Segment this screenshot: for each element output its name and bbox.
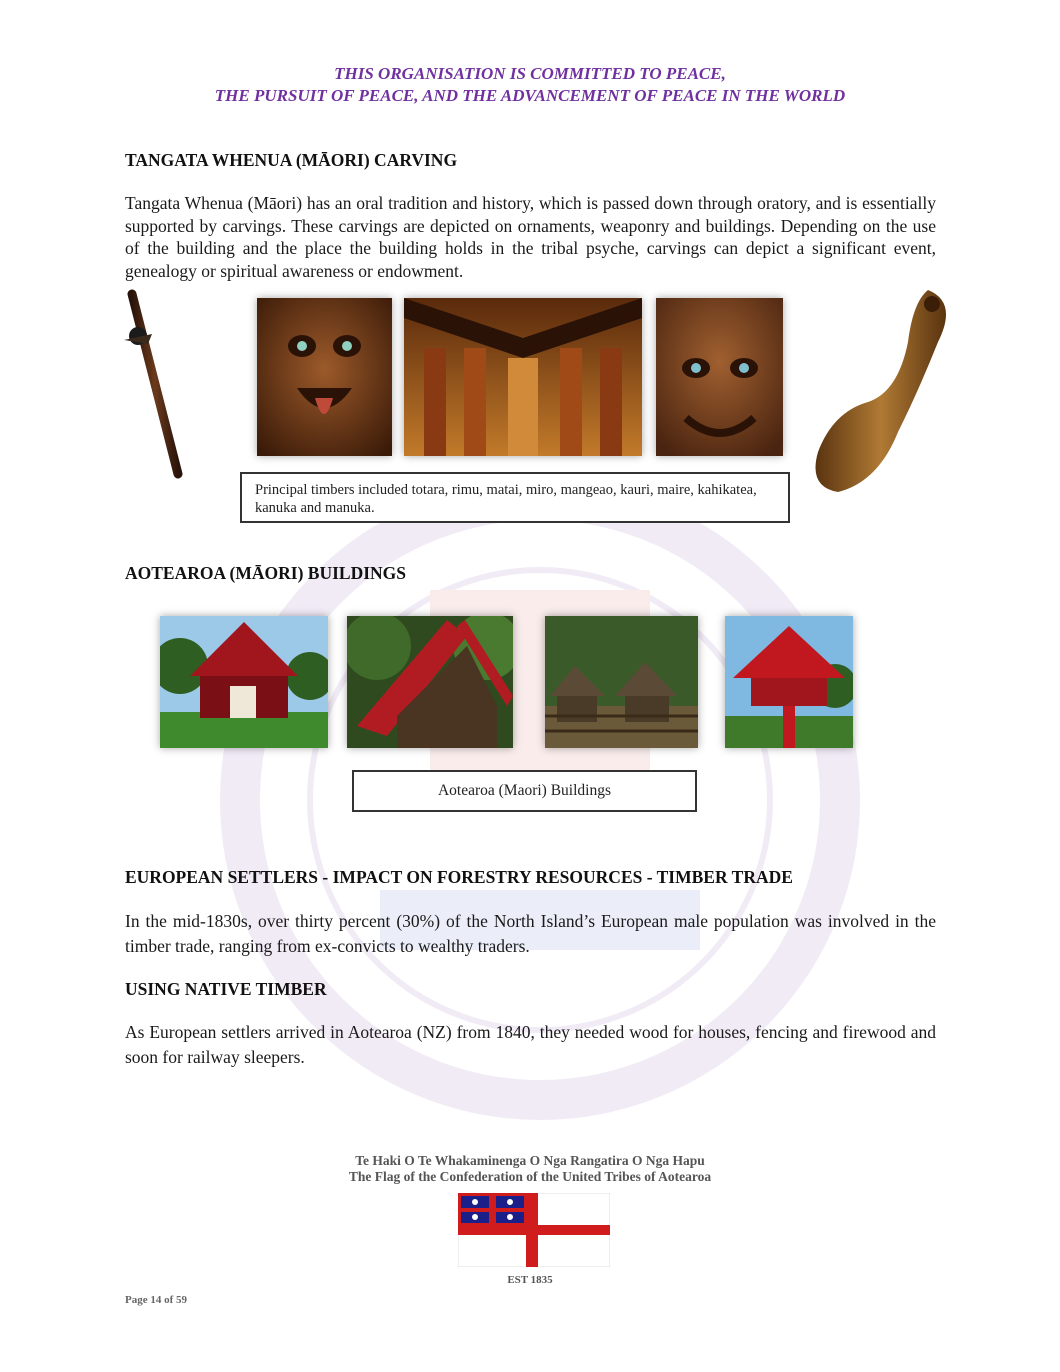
carving-paragraph: Tangata Whenua (Māori) has an oral tradition and history, which is passed down through oratory, and is essentially supported by carvings. These carvings are depicted on ornaments, weaponry and buildings. Depending on the use of the building and the place the building holds in the tribal psyche, carvings can depict a significant event, genealogy or spiritual awareness or endowment. [125, 193, 936, 281]
carved-staff-image [118, 288, 190, 484]
settlers-heading: EUROPEAN SETTLERS - IMPACT ON FORESTRY RESOURCES - TIMBER TRADE [125, 867, 793, 887]
village-huts-image [545, 616, 698, 748]
native-timber-paragraph: As European settlers arrived in Aotearoa (NZ) from 1840, they needed wood for houses, fencing and firewood and soon for railway sleepers. [125, 1022, 936, 1067]
motto-line-1: THIS ORGANISATION IS COMMITTED TO PEACE, [334, 64, 726, 83]
carving-caption-text: Principal timbers included totara, rimu, matai, miro, mangeao, kauri, maire, kahikatea, kanuka and manuka. [255, 482, 757, 516]
buildings-caption-text: Aotearoa (Maori) Buildings [437, 782, 612, 799]
motto-line-2: THE PURSUIT OF PEACE, AND THE ADVANCEMENT OF PEACE IN THE WORLD [214, 86, 846, 105]
storehouse-pataka-image [725, 616, 853, 748]
footer-flag-title-maori: Te Haki O Te Whakaminenga O Nga Rangatira O Nga Hapu [355, 1153, 705, 1168]
forest-whare-image [347, 616, 513, 748]
carving-caption-box [240, 472, 790, 523]
united-tribes-flag-image [458, 1193, 610, 1267]
carved-club-image [808, 282, 958, 496]
buildings-heading: AOTEAROA (MĀORI) BUILDINGS [125, 563, 406, 583]
carved-mask-image [656, 298, 783, 456]
native-timber-heading: USING NATIVE TIMBER [125, 979, 327, 999]
footer-established: EST 1835 [507, 1274, 553, 1286]
carving-heading: TANGATA WHENUA (MĀORI) CARVING [125, 150, 458, 170]
footer-flag-title-english: The Flag of the Confederation of the United Tribes of Aotearoa [348, 1169, 712, 1184]
marae-meeting-house-image [160, 616, 328, 748]
buildings-caption-box [352, 770, 697, 812]
carved-face-panel-image [257, 298, 392, 456]
settlers-paragraph: In the mid-1830s, over thirty percent (30%) of the North Island’s European male population was involved in the timber trade, ranging from ex-convicts to wealthy traders. [125, 911, 936, 956]
page-number: Page 14 of 59 [125, 1294, 188, 1306]
meeting-house-interior-image [404, 298, 642, 456]
